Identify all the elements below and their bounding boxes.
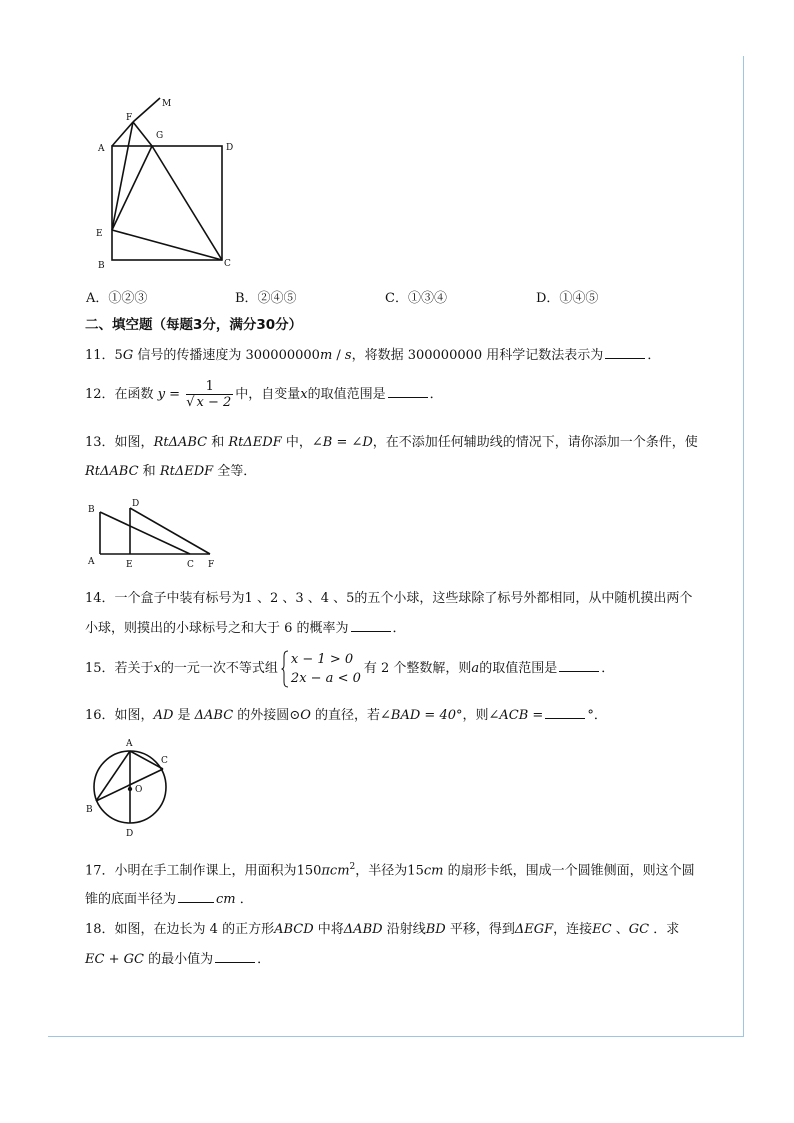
page-frame-bottom	[48, 1036, 744, 1037]
page-frame-right	[743, 56, 744, 1036]
label-D: D	[126, 829, 134, 839]
right-triangles-figure	[84, 494, 224, 574]
option-c[interactable]: C．①③④	[385, 291, 447, 306]
answer-options	[0, 287, 794, 305]
inequality-system: x − 1 > 0 2x − a < 0	[281, 650, 361, 688]
option-d[interactable]: D．①④⑤	[536, 291, 599, 306]
option-a[interactable]: A．①②③	[86, 291, 148, 306]
question-12: 12．在函数 y = $\frac{1}{√ x - 2}$ 中，自变量x的取值范围是 ．	[85, 378, 443, 410]
answer-blank-12[interactable]	[388, 385, 428, 398]
answer-blank-17[interactable]	[178, 890, 214, 903]
label-A: A	[88, 557, 95, 567]
circle-figure	[84, 734, 184, 840]
question-15: 15．若关于x的一元一次不等式组 x − 1 > 0 2x − a < 0 有 2 个整数解，则a的取值范围是 ．	[85, 651, 615, 686]
answer-blank-15[interactable]	[559, 659, 599, 672]
question-18-line-1: 18．如图，在边长为 4 的正方形ABCD 中将ΔABD 沿射线BD 平移，得到ΔEGF，连接EC 、GC ．求	[85, 922, 680, 937]
label-D: D	[226, 143, 234, 153]
option-b[interactable]: B．②④⑤	[235, 291, 297, 306]
question-13-line-1: 13．如图，RtΔABC 和 RtΔEDF 中，∠B = ∠D，在不添加任何辅助线的情况下，请你添加一个条件，使	[85, 435, 698, 450]
label-O: O	[135, 785, 143, 795]
section-heading: 二、填空题（每题3分，满分30分）	[85, 317, 303, 333]
question-17-line-1: 17．小明在手工制作课上，用面积为150πcm$^2$，半径为15cm 的扇形卡纸，围成一个圆锥侧面，则这个圆	[85, 862, 695, 879]
question-18-line-2: EC + GC 的最小值为 ．	[85, 952, 271, 967]
label-A: A	[98, 144, 105, 154]
label-B: B	[88, 505, 95, 515]
answer-blank-11[interactable]	[605, 346, 645, 359]
answer-blank-18[interactable]	[215, 950, 255, 963]
label-B: B	[98, 261, 105, 270]
label-E: E	[96, 229, 103, 239]
question-14-line-2: 小球，则摸出的小球标号之和大于 6 的概率为 ．	[85, 621, 406, 636]
question-11: 11．5G 信号的传播速度为 300000000m / s，将数据 300000000 用科学记数法表示为 ．	[85, 348, 661, 363]
answer-blank-14[interactable]	[351, 619, 391, 632]
question-17-line-2: 锥的底面半径为 cm ．	[85, 892, 253, 907]
label-F: F	[126, 113, 133, 123]
square-geometry-figure	[86, 90, 246, 270]
label-G: G	[156, 131, 164, 141]
question-14-line-1: 14．一个盒子中装有标号为1 、2 、3 、4 、5的五个小球，这些球除了标号外都相同，从中随机摸出两个	[85, 591, 693, 606]
question-16: 16．如图，AD 是 ΔABC 的外接圆⊙O 的直径，若∠BAD = 40°，则∠ACB = °．	[85, 708, 607, 723]
center-point	[128, 787, 132, 791]
label-A: A	[126, 739, 133, 749]
label-D: D	[132, 499, 140, 509]
label-E: E	[126, 560, 133, 570]
answer-blank-16[interactable]	[545, 706, 585, 719]
fraction: $\frac{1}{√ x - 2}$	[186, 378, 232, 410]
label-C: C	[224, 259, 231, 269]
label-C: C	[161, 756, 168, 766]
label-M: M	[162, 99, 172, 109]
question-13-line-2: RtΔABC 和 RtΔEDF 全等．	[85, 464, 257, 479]
label-B: B	[86, 805, 93, 815]
label-C: C	[187, 560, 194, 570]
label-F: F	[208, 560, 215, 570]
